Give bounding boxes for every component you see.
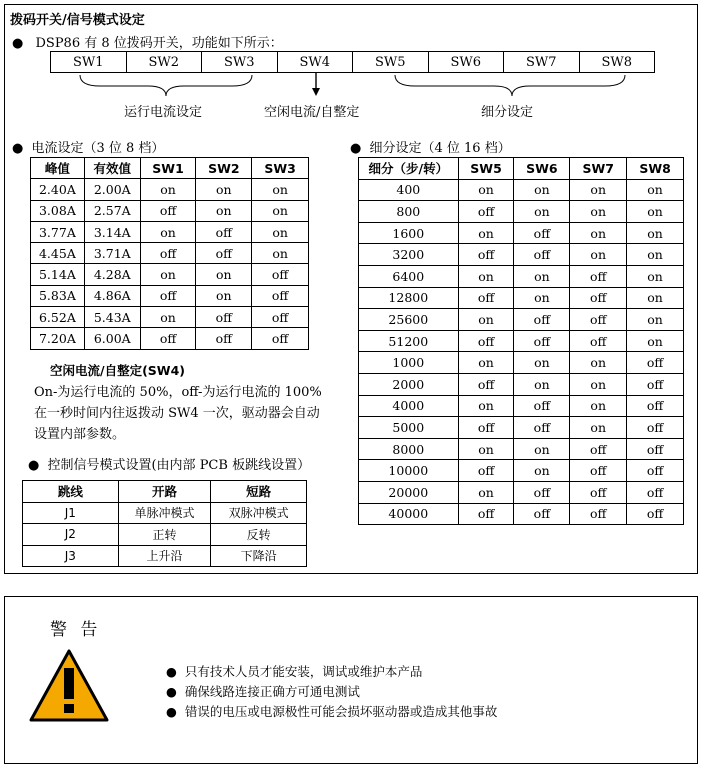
table-row — [359, 460, 684, 482]
column-header: 跳线 — [23, 481, 119, 503]
table-row — [359, 352, 684, 374]
table-cell: 5.43A — [84, 307, 140, 328]
table-row — [31, 264, 309, 285]
table-cell: off — [140, 243, 196, 264]
table-cell: 3200 — [359, 244, 459, 266]
table-cell: on — [514, 373, 570, 395]
column-header: SW8 — [627, 158, 684, 180]
switch-cell-sw5: SW5 — [353, 52, 429, 73]
table-cell: on — [570, 201, 627, 223]
table-cell: on — [627, 330, 684, 352]
table-row — [359, 287, 684, 309]
table-cell: on — [570, 417, 627, 439]
table-row — [359, 481, 684, 503]
table-cell: on — [514, 287, 570, 309]
bullet-icon: ● — [350, 141, 362, 156]
table-cell: 10000 — [359, 460, 459, 482]
table-cell: off — [627, 503, 684, 525]
table-cell: off — [458, 503, 514, 525]
table-cell: off — [570, 287, 627, 309]
warning-item: ● 错误的电压或电源极性可能会损坏驱动器或造成其他事故 — [166, 704, 498, 719]
table-cell: on — [570, 352, 627, 374]
table-cell: on — [570, 244, 627, 266]
table-cell: on — [458, 179, 514, 201]
switch-cell-sw3: SW3 — [202, 52, 278, 73]
table-cell: J2 — [23, 524, 119, 546]
table-cell: 4.86A — [84, 285, 140, 306]
table-cell: off — [458, 201, 514, 223]
table-cell: off — [570, 309, 627, 331]
table-cell: on — [196, 179, 252, 200]
table-row — [359, 417, 684, 439]
table-cell: on — [514, 179, 570, 201]
table-cell: on — [514, 352, 570, 374]
table-row — [23, 502, 307, 524]
table-cell: off — [627, 352, 684, 374]
table-cell: off — [514, 244, 570, 266]
table-cell: 2000 — [359, 373, 459, 395]
column-header: SW6 — [514, 158, 570, 180]
table-cell: 25600 — [359, 309, 459, 331]
table-cell: 12800 — [359, 287, 459, 309]
switch-cell-sw4: SW4 — [277, 52, 353, 73]
table-cell: on — [140, 264, 196, 285]
microstep-heading — [350, 137, 511, 156]
table-cell: off — [514, 222, 570, 244]
table-cell: on — [627, 179, 684, 201]
table-cell: off — [514, 330, 570, 352]
switch-cell-sw1: SW1 — [51, 52, 127, 73]
table-cell: off — [627, 373, 684, 395]
table-row — [359, 179, 684, 201]
bullet-icon: ● — [166, 664, 177, 679]
table-row — [359, 373, 684, 395]
table-cell: on — [140, 179, 196, 200]
warning-item: ● 只有技术人员才能安装，调试或维护本产品 — [166, 664, 423, 679]
table-cell: on — [196, 264, 252, 285]
bullet-icon: ● — [166, 684, 177, 699]
table-cell: 6400 — [359, 265, 459, 287]
table-cell: on — [570, 222, 627, 244]
table-cell: off — [514, 481, 570, 503]
table-row — [359, 222, 684, 244]
column-header: 峰值 — [31, 158, 85, 179]
table-row — [31, 221, 309, 242]
signal-table — [22, 480, 307, 567]
table-row — [31, 243, 309, 264]
warning-item: ● 确保线路连接正确方可通电测试 — [166, 684, 360, 699]
idle-line-3: 设置内部参数。 — [34, 427, 126, 442]
table-cell: 20000 — [359, 481, 459, 503]
table-cell: off — [252, 285, 309, 306]
table-cell: off — [196, 221, 252, 242]
table-cell: off — [570, 265, 627, 287]
table-cell: on — [627, 222, 684, 244]
table-cell: off — [458, 373, 514, 395]
signal-heading — [28, 454, 310, 473]
table-row — [359, 265, 684, 287]
table-cell: 5.83A — [31, 285, 85, 306]
warning-exclamation-icon — [28, 648, 110, 724]
column-header: SW1 — [140, 158, 196, 179]
table-cell: 6.52A — [31, 307, 85, 328]
switch-row-table — [50, 51, 655, 73]
table-cell: on — [627, 244, 684, 266]
table-cell: 6.00A — [84, 328, 140, 349]
table-cell: off — [514, 503, 570, 525]
switch-cell-sw7: SW7 — [504, 52, 580, 73]
table-cell: off — [140, 328, 196, 349]
table-cell: off — [458, 460, 514, 482]
table-cell: off — [140, 200, 196, 221]
brace-run-current — [80, 75, 252, 96]
column-header: SW7 — [570, 158, 627, 180]
warning-title: 警 告 — [50, 620, 102, 640]
table-cell: 5.14A — [31, 264, 85, 285]
table-cell: J3 — [23, 545, 119, 567]
table-cell: 2.40A — [31, 179, 85, 200]
table-cell: off — [252, 328, 309, 349]
table-cell: off — [627, 417, 684, 439]
table-cell: on — [458, 481, 514, 503]
sw4-arrow-head — [312, 88, 320, 96]
column-header: 细分（步/转） — [359, 158, 459, 180]
table-cell: on — [458, 222, 514, 244]
table-cell: 3.71A — [84, 243, 140, 264]
table-cell: 1600 — [359, 222, 459, 244]
table-row — [359, 309, 684, 331]
current-heading — [12, 137, 164, 156]
table-cell: 单脉冲模式 — [118, 502, 211, 524]
table-cell: on — [514, 201, 570, 223]
section-title: 拨码开关/信号模式设定 — [10, 13, 145, 28]
table-cell: on — [627, 309, 684, 331]
table-row — [359, 438, 684, 460]
table-row — [359, 395, 684, 417]
table-cell: 400 — [359, 179, 459, 201]
table-cell: on — [252, 200, 309, 221]
table-cell: off — [570, 503, 627, 525]
intro-line — [12, 32, 283, 51]
table-cell: off — [196, 307, 252, 328]
table-row — [359, 330, 684, 352]
table-cell: on — [458, 438, 514, 460]
table-cell: 7.20A — [31, 328, 85, 349]
table-cell: 3.14A — [84, 221, 140, 242]
table-row — [31, 285, 309, 306]
table-cell: on — [196, 200, 252, 221]
table-cell: on — [458, 395, 514, 417]
table-cell: off — [458, 287, 514, 309]
table-row — [23, 524, 307, 546]
intro-text: DSP86 有 8 位拨码开关，功能如下所示： — [35, 36, 283, 51]
idle-description — [34, 382, 322, 445]
table-cell: on — [458, 352, 514, 374]
table-cell: 5000 — [359, 417, 459, 439]
switch-cell-sw2: SW2 — [126, 52, 202, 73]
table-cell: off — [627, 481, 684, 503]
current-heading-text: 电流设定（3 位 8 档） — [31, 141, 165, 156]
table-cell: on — [627, 201, 684, 223]
bullet-icon: ● — [28, 458, 40, 473]
label-run-current: 运行电流设定 — [124, 105, 203, 120]
column-header: SW2 — [196, 158, 252, 179]
table-cell: off — [570, 460, 627, 482]
table-cell: 8000 — [359, 438, 459, 460]
table-row — [359, 503, 684, 525]
table-cell: 40000 — [359, 503, 459, 525]
idle-line-2: 在一秒时间内往返拨动 SW4 一次，驱动器会自动 — [34, 406, 320, 421]
microstep-table — [358, 157, 684, 525]
signal-heading-text: 控制信号模式设置(由内部 PCB 板跳线设置） — [47, 458, 311, 473]
table-row — [23, 545, 307, 567]
table-row — [31, 328, 309, 349]
table-cell: 1000 — [359, 352, 459, 374]
warning-list — [166, 662, 497, 722]
table-cell: off — [627, 438, 684, 460]
table-cell: off — [514, 395, 570, 417]
switch-cell-sw8: SW8 — [579, 52, 655, 73]
table-cell: off — [570, 438, 627, 460]
table-cell: off — [627, 395, 684, 417]
table-cell: off — [570, 330, 627, 352]
table-header-row — [359, 158, 684, 180]
table-row — [359, 244, 684, 266]
column-header: SW5 — [458, 158, 514, 180]
bullet-icon: ● — [166, 704, 177, 719]
table-cell: off — [252, 307, 309, 328]
column-header: SW3 — [252, 158, 309, 179]
table-row — [31, 179, 309, 200]
table-cell: on — [627, 287, 684, 309]
table-cell: off — [458, 417, 514, 439]
table-cell: on — [252, 243, 309, 264]
table-cell: 2.57A — [84, 200, 140, 221]
table-cell: on — [458, 265, 514, 287]
table-cell: 4.45A — [31, 243, 85, 264]
idle-heading: 空闲电流/自整定(SW4) — [50, 363, 185, 378]
table-header-row — [31, 158, 309, 179]
bullet-icon: ● — [12, 141, 24, 156]
column-header: 开路 — [118, 481, 211, 503]
table-cell: on — [252, 179, 309, 200]
table-cell: on — [627, 265, 684, 287]
brace-microstep — [395, 75, 625, 96]
table-row — [31, 200, 309, 221]
table-cell: 800 — [359, 201, 459, 223]
table-cell: off — [570, 481, 627, 503]
table-cell: on — [252, 221, 309, 242]
label-idle-current: 空闲电流/自整定 — [264, 105, 360, 120]
table-cell: on — [514, 265, 570, 287]
table-cell: off — [252, 264, 309, 285]
table-cell: off — [458, 330, 514, 352]
table-cell: on — [514, 438, 570, 460]
column-header: 短路 — [211, 481, 307, 503]
table-cell: off — [514, 309, 570, 331]
table-cell: 上升沿 — [118, 545, 211, 567]
table-cell: 3.08A — [31, 200, 85, 221]
column-header: 有效值 — [84, 158, 140, 179]
table-row — [31, 307, 309, 328]
table-cell: 3.77A — [31, 221, 85, 242]
table-cell: 双脉冲模式 — [211, 502, 307, 524]
table-cell: on — [514, 460, 570, 482]
table-cell: on — [458, 309, 514, 331]
bullet-icon: ● — [12, 36, 24, 51]
current-table — [30, 157, 309, 350]
table-cell: on — [570, 179, 627, 201]
table-cell: 4.28A — [84, 264, 140, 285]
table-cell: on — [570, 373, 627, 395]
table-cell: J1 — [23, 502, 119, 524]
idle-line-1: On-为运行电流的 50%，off-为运行电流的 100% — [34, 385, 322, 400]
switch-cell-sw6: SW6 — [428, 52, 504, 73]
table-header-row — [23, 481, 307, 503]
table-cell: off — [140, 285, 196, 306]
table-cell: on — [140, 307, 196, 328]
microstep-heading-text: 细分设定（4 位 16 档） — [369, 141, 511, 156]
table-cell: off — [627, 460, 684, 482]
table-cell: 4000 — [359, 395, 459, 417]
table-cell: off — [196, 243, 252, 264]
table-cell: 下降沿 — [211, 545, 307, 567]
label-microstep: 细分设定 — [481, 105, 534, 120]
table-cell: off — [458, 244, 514, 266]
table-cell: off — [196, 328, 252, 349]
table-cell: 51200 — [359, 330, 459, 352]
table-cell: 正转 — [118, 524, 211, 546]
table-cell: on — [196, 285, 252, 306]
table-row — [359, 201, 684, 223]
table-cell: 反转 — [211, 524, 307, 546]
table-cell: on — [140, 221, 196, 242]
table-cell: off — [514, 417, 570, 439]
table-cell: on — [570, 395, 627, 417]
table-cell: 2.00A — [84, 179, 140, 200]
